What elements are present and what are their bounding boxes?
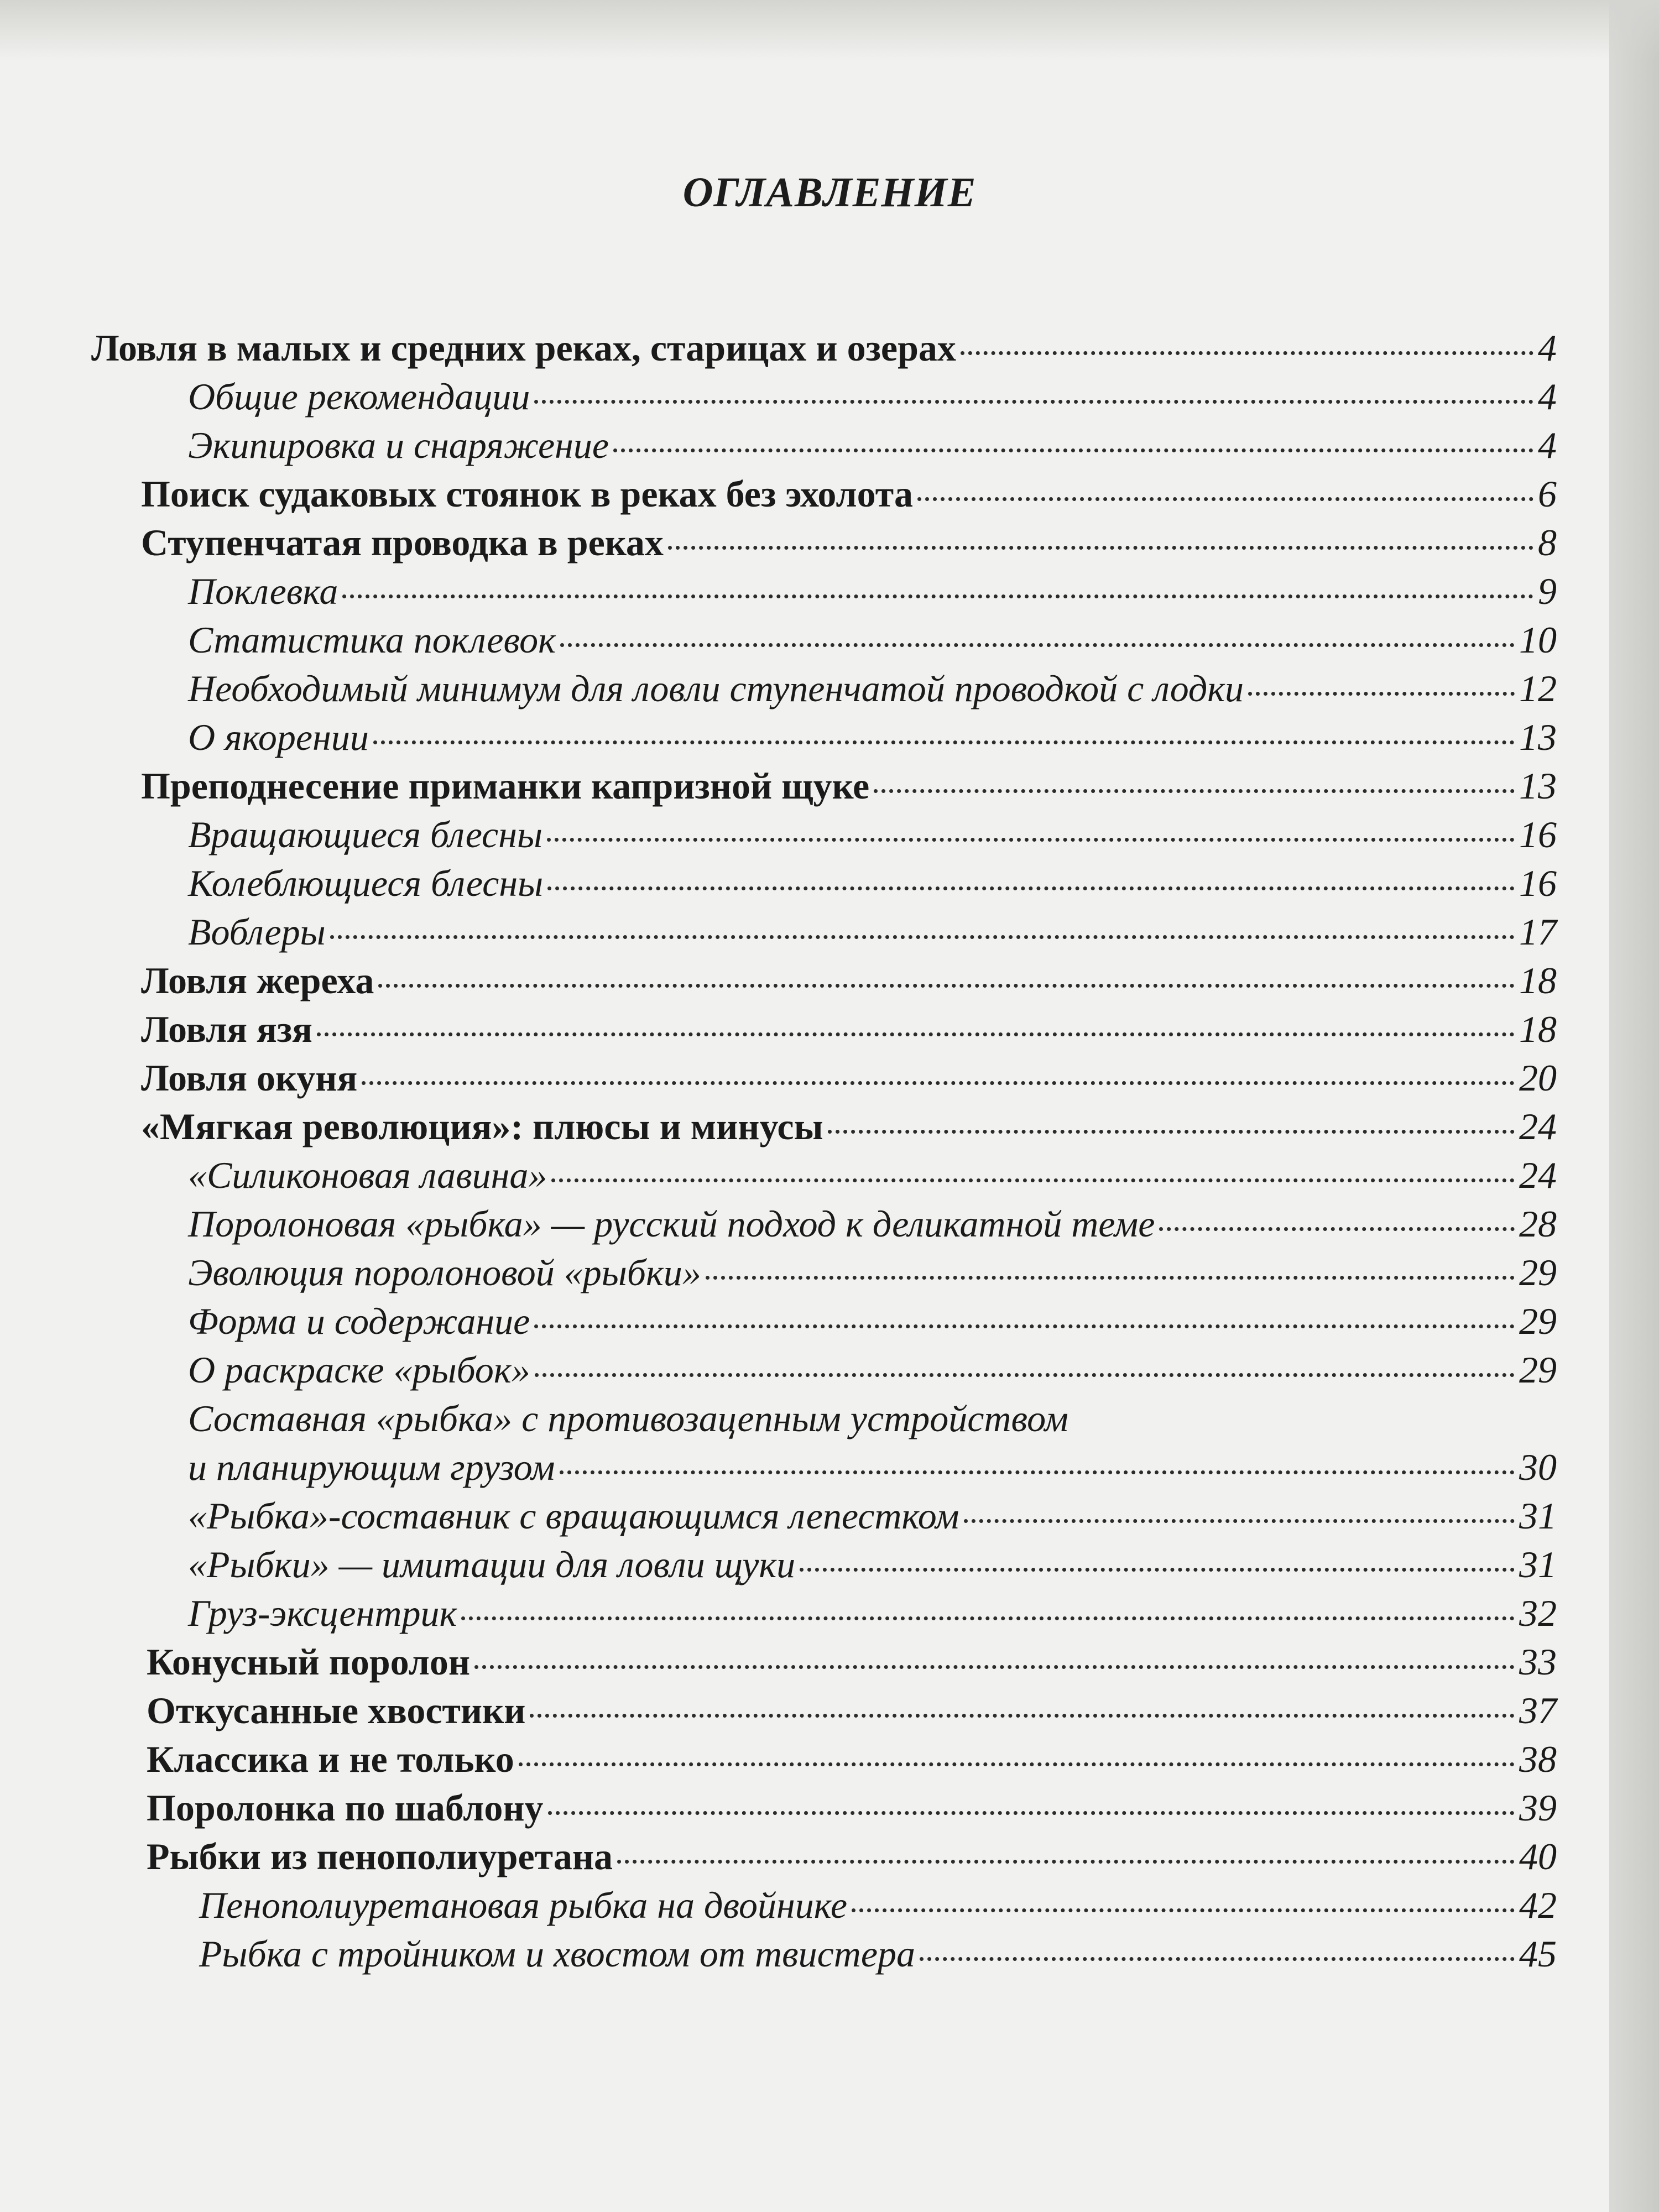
toc-entry [141, 472, 1557, 517]
toc-entry-title: Ловля язя [141, 1008, 312, 1050]
toc-entry-page: 8 [1538, 521, 1557, 564]
toc-entry-title: Вращающиеся блесны [188, 813, 543, 855]
toc-entry-page: 13 [1519, 765, 1557, 807]
dot-leader [535, 1373, 1515, 1377]
dot-leader [547, 886, 1515, 890]
dot-leader [920, 1957, 1515, 1961]
toc-entry-title: «Рыбка»-составник с вращающимся лепестком [188, 1495, 959, 1537]
toc-entry-title: Экипировка и снаряжение [188, 424, 609, 466]
toc-entry [141, 1105, 1557, 1149]
toc-entry-title: Рыбка с тройником и хвостом от твистера [199, 1933, 916, 1975]
toc-entry-page: 30 [1519, 1446, 1557, 1488]
dot-leader [668, 546, 1533, 550]
toc-entry-page: 38 [1519, 1738, 1557, 1780]
toc-entry [141, 1056, 1557, 1100]
toc-entry [147, 1689, 1557, 1733]
toc-entry-title: Форма и содержание [188, 1300, 530, 1342]
dot-leader [330, 935, 1515, 939]
dot-leader [317, 1032, 1515, 1036]
toc-entry-title: Необходимый минимум для ловли ступенчатой проводкой с лодки [188, 667, 1244, 709]
toc-entry [91, 326, 1557, 371]
toc-entry-page: 29 [1519, 1349, 1557, 1391]
toc-entry [188, 570, 1557, 614]
toc-entry-title: Поролонка по шаблону [147, 1787, 544, 1829]
toc-entry-page: 40 [1519, 1835, 1557, 1877]
toc-entry-title: Ступенчатая проводка в реках [141, 521, 664, 564]
toc-entry-title: Груз-эксцентрик [188, 1592, 457, 1634]
toc-entry-title-line2: и планирующим грузом [188, 1446, 555, 1488]
toc-entry [188, 1494, 1557, 1538]
toc-entry-title: О раскраске «рыбок» [188, 1349, 530, 1391]
toc-entry-title: Пенополиуретановая рыбка на двойнике [199, 1884, 848, 1926]
toc-entry [141, 521, 1557, 565]
toc-entry [188, 813, 1557, 857]
toc-entry-page: 33 [1519, 1641, 1557, 1683]
toc-entry-title: «Силиконовая лавина» [188, 1154, 547, 1196]
toc-entry-page: 17 [1519, 911, 1557, 953]
dot-leader [874, 789, 1515, 793]
toc-entry-page: 4 [1538, 424, 1557, 466]
toc-entry [188, 375, 1557, 419]
toc-entry-title: Эволюция поролоновой «рыбки» [188, 1251, 701, 1293]
toc-entry [188, 1543, 1557, 1587]
toc-entry-page: 18 [1519, 1008, 1557, 1050]
toc-entry-page: 31 [1519, 1495, 1557, 1537]
toc-entry-title: Преподнесение приманки капризной щуке [141, 765, 870, 807]
dot-leader [373, 740, 1515, 744]
toc-entry-page: 32 [1519, 1592, 1557, 1634]
dot-leader [828, 1130, 1515, 1134]
toc-entry [141, 959, 1557, 1003]
toc-entry [188, 667, 1557, 711]
toc-entry-title-line1: Составная «рыбка» с противозацепным устройством [188, 1397, 1068, 1439]
dot-leader [547, 838, 1515, 842]
toc-entry-page: 31 [1519, 1543, 1557, 1585]
toc-entry-title: О якорении [188, 716, 369, 758]
toc-entry-title: Ловля в малых и средних реках, старицах и озерах [91, 327, 956, 369]
toc-entry-title: Откусанные хвостики [147, 1689, 526, 1731]
dot-leader [800, 1568, 1515, 1572]
dot-leader [362, 1081, 1515, 1085]
toc-heading: ОГЛАВЛЕНИЕ [682, 169, 977, 216]
toc-entry [188, 1251, 1557, 1295]
dot-leader [964, 1519, 1515, 1523]
dot-leader [534, 1324, 1515, 1328]
toc-entry-title: Статистика поклевок [188, 619, 556, 661]
toc-entry-title: Воблеры [188, 911, 326, 953]
toc-entry [147, 1738, 1557, 1782]
toc-entry [188, 618, 1557, 662]
toc-entry-title: «Мягкая революция»: плюсы и минусы [141, 1105, 823, 1147]
dot-leader [617, 1860, 1515, 1864]
toc-entry [141, 1008, 1557, 1052]
toc-entry-title: Ловля жереха [141, 959, 374, 1001]
toc-entry-title: Рыбки из пенополиуретана [147, 1835, 613, 1877]
toc-entry-title: Ловля окуня [141, 1057, 358, 1099]
dot-leader [613, 448, 1533, 452]
dot-leader [519, 1762, 1515, 1766]
toc-entry [188, 1446, 1557, 1490]
toc-entry [141, 764, 1557, 808]
toc-entry [188, 1592, 1557, 1636]
toc-entry [188, 716, 1557, 760]
toc-entry-page: 29 [1519, 1300, 1557, 1342]
dot-leader [560, 643, 1515, 647]
toc-entry-page: 18 [1519, 959, 1557, 1001]
dot-leader [560, 1470, 1515, 1474]
toc-entry [188, 1300, 1557, 1344]
toc-entry-title: Поиск судаковых стоянок в реках без эхолота [141, 473, 913, 515]
toc-entry-page: 37 [1519, 1689, 1557, 1731]
toc-entry-page: 9 [1538, 570, 1557, 612]
dot-leader [1159, 1227, 1515, 1231]
toc-entry [188, 1202, 1557, 1246]
toc-entry-page: 29 [1519, 1251, 1557, 1293]
toc-entry [188, 862, 1557, 906]
toc-entry [188, 1348, 1557, 1392]
toc-entry [188, 1154, 1557, 1198]
toc-entry-page: 28 [1519, 1203, 1557, 1245]
dot-leader [917, 497, 1533, 501]
toc-entry-page: 39 [1519, 1787, 1557, 1829]
dot-leader [461, 1616, 1515, 1620]
toc-entry-title: «Рыбки» — имитации для ловли щуки [188, 1543, 796, 1585]
toc-entry [147, 1640, 1557, 1684]
toc-entry-page: 4 [1538, 375, 1557, 418]
toc-entry-page: 45 [1519, 1933, 1557, 1975]
dot-leader [474, 1665, 1515, 1669]
dot-leader [530, 1714, 1515, 1718]
toc-entry-title: Конусный поролон [147, 1641, 471, 1683]
toc-entry-page: 16 [1519, 862, 1557, 904]
toc-entry-page: 6 [1538, 473, 1557, 515]
toc-entry-page: 20 [1519, 1057, 1557, 1099]
toc-entry [147, 1835, 1557, 1879]
toc-entry-title: Общие рекомендации [188, 375, 530, 418]
dot-leader [378, 984, 1515, 988]
dot-leader [548, 1811, 1515, 1815]
toc-entry-page: 24 [1519, 1154, 1557, 1196]
toc-entry-title: Классика и не только [147, 1738, 514, 1780]
toc-entry-page: 24 [1519, 1105, 1557, 1147]
toc-entry-title: Поклевка [188, 570, 338, 612]
dot-leader [852, 1908, 1515, 1912]
toc-entry-title: Колеблющиеся блесны [188, 862, 544, 904]
dot-leader [706, 1276, 1515, 1280]
toc-entry [199, 1932, 1557, 1976]
dot-leader [961, 351, 1533, 355]
toc-entry-page: 10 [1519, 619, 1557, 661]
toc-entry [199, 1884, 1557, 1928]
dot-leader [342, 594, 1533, 598]
dot-leader [551, 1178, 1515, 1182]
dot-leader [1248, 692, 1515, 696]
toc-entry-page: 16 [1519, 813, 1557, 855]
toc-entry-page: 13 [1519, 716, 1557, 758]
toc-entry-page: 4 [1538, 327, 1557, 369]
toc-entry [147, 1786, 1557, 1830]
toc-entry [188, 910, 1557, 954]
toc-entry-page: 12 [1519, 667, 1557, 709]
dot-leader [534, 400, 1533, 404]
toc-entry-title: Поролоновая «рыбка» — русский подход к деликатной теме [188, 1203, 1155, 1245]
toc-entry-page: 42 [1519, 1884, 1557, 1926]
toc-entry [188, 424, 1557, 468]
